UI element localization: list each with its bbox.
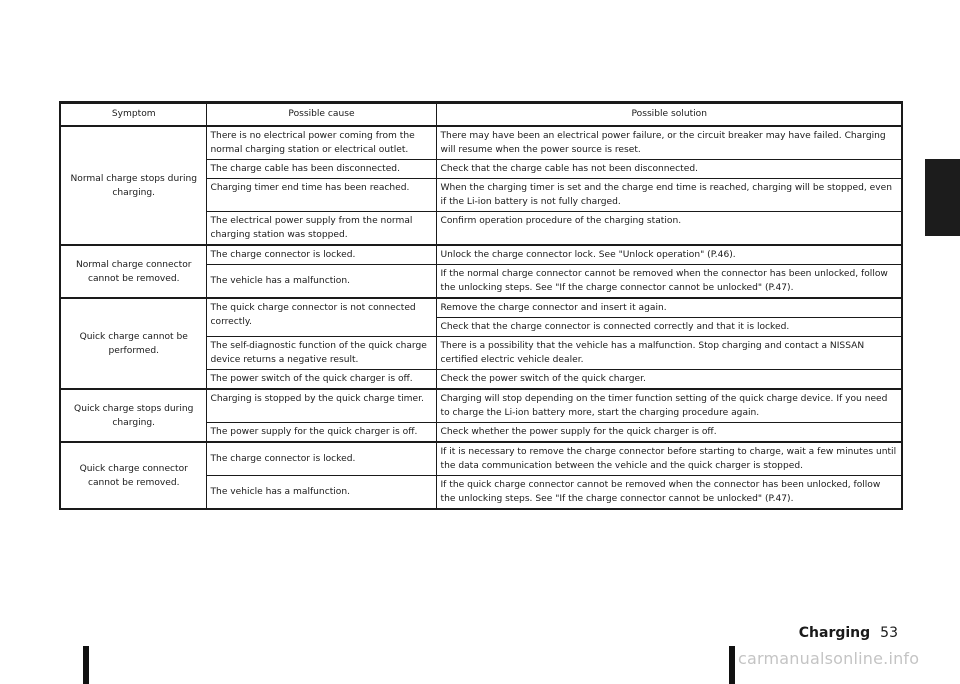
solution-cell: Check whether the power supply for the quick charger is off. [436,423,902,443]
symptom-cell: Normal charge connector cannot be removed. [60,245,206,298]
header-possible-cause: Possible cause [206,103,436,127]
page-footer [799,625,898,641]
table-row [60,442,902,476]
solution-cell: Remove the charge connector and insert it again. [436,298,902,318]
cause-cell: There is no electrical power coming from the normal charging station or electrical outlet. [206,126,436,160]
solution-cell: Check that the charge connector is connected correctly and that it is locked. [436,318,902,337]
solution-cell: Confirm operation procedure of the charging station. [436,212,902,246]
cause-cell: Charging is stopped by the quick charge timer. [206,389,436,423]
header-possible-solution: Possible solution [436,103,902,127]
cause-cell: The charge cable has been disconnected. [206,160,436,179]
page-number: 53 [880,625,898,641]
crop-mark-right [729,646,735,684]
section-title: Charging [798,625,871,641]
cause-cell: The charge connector is locked. [206,245,436,265]
symptom-cell: Quick charge connector cannot be removed. [60,442,206,509]
section-tab-marker [925,159,960,236]
cause-cell: The charge connector is locked. [206,442,436,476]
table-row [60,389,902,423]
solution-cell: When the charging timer is set and the charge end time is reached, charging will be stopped, even if the Li-ion battery is not fully charged. [436,179,902,212]
solution-cell: Check the power switch of the quick charger. [436,370,902,390]
solution-cell: If the normal charge connector cannot be removed when the connector has been unlocked, follow the unlocking steps. See "If the charge connector cannot be unlocked" (P.47). [436,265,902,299]
solution-cell: There may have been an electrical power failure, or the circuit breaker may have failed. Charging will resume when the power source is reset. [436,126,902,160]
cause-cell: Charging timer end time has been reached. [206,179,436,212]
cause-cell: The vehicle has a malfunction. [206,265,436,299]
solution-cell: Check that the charge cable has not been disconnected. [436,160,902,179]
header-symptom: Symptom [60,103,206,127]
symptom-cell: Normal charge stops during charging. [60,126,206,245]
solution-cell: If the quick charge connector cannot be removed when the connector has been unlocked, follow the unlocking steps. See "If the charge connector cannot be unlocked" (P.47). [436,476,902,510]
solution-cell: Unlock the charge connector lock. See "Unlock operation" (P.46). [436,245,902,265]
symptom-cell: Quick charge stops during charging. [60,389,206,442]
table-row [60,298,902,318]
solution-cell: There is a possibility that the vehicle has a malfunction. Stop charging and contact a NISSAN certified electric vehicle dealer. [436,337,902,370]
cause-cell: The quick charge connector is not connected correctly. [206,298,436,337]
table-row [60,245,902,265]
troubleshooting-table [59,101,903,510]
cause-cell: The vehicle has a malfunction. [206,476,436,510]
watermark: carmanualsonline.info [738,649,920,668]
solution-cell: If it is necessary to remove the charge connector before starting to charge, wait a few minutes until the data communication between the vehicle and the quick charger is stopped. [436,442,902,476]
table-row [60,126,902,160]
symptom-cell: Quick charge cannot be performed. [60,298,206,389]
cause-cell: The electrical power supply from the normal charging station was stopped. [206,212,436,246]
cause-cell: The self-diagnostic function of the quick charge device returns a negative result. [206,337,436,370]
cause-cell: The power switch of the quick charger is off. [206,370,436,390]
solution-cell: Charging will stop depending on the timer function setting of the quick charge device. If you need to charge the Li-ion battery more, start the charging procedure again. [436,389,902,423]
cause-cell: The power supply for the quick charger is off. [206,423,436,443]
crop-mark-left [83,646,89,684]
table-header-row [60,103,902,127]
